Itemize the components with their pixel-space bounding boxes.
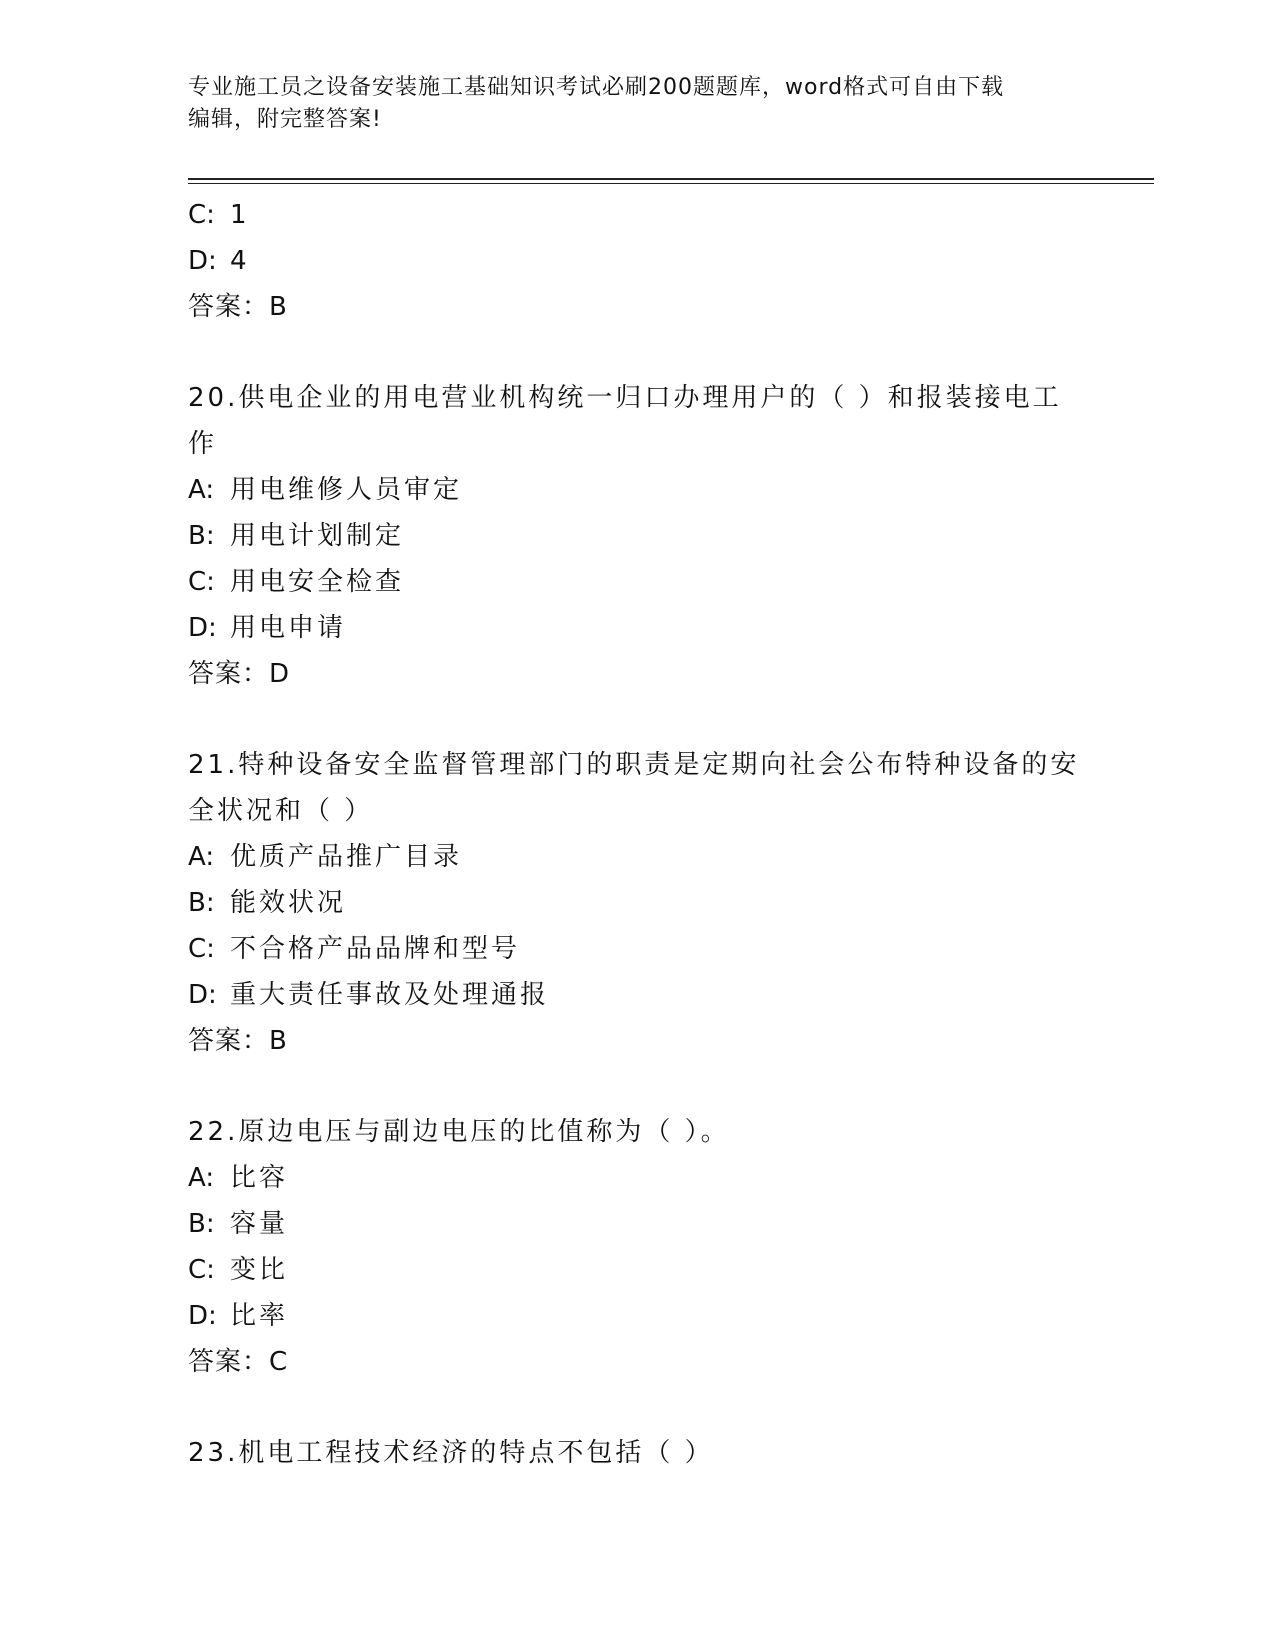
question-21 — [188, 742, 1088, 1064]
question-title: 23.机电工程技术经济的特点不包括（ ） — [188, 1438, 714, 1468]
question-22 — [188, 1109, 1088, 1385]
option-c: C: 1 — [188, 200, 250, 230]
header-divider-bottom — [188, 183, 1154, 184]
option-a: A: 优质产品推广目录 — [188, 842, 463, 872]
answer-line: 答案：B — [188, 1026, 288, 1056]
option-a: A: 用电维修人员审定 — [188, 475, 463, 505]
question-title: 20.供电企业的用电营业机构统一归口办理用户的（ ）和报装接电工 — [188, 383, 1062, 413]
header-line-2: 编辑，附完整答案! — [188, 107, 382, 132]
answer-line: 答案：B — [188, 292, 288, 322]
answer-line: 答案：C — [188, 1347, 289, 1377]
option-d: D: 用电申请 — [188, 613, 347, 643]
option-c: C: 变比 — [188, 1255, 289, 1285]
question-list — [188, 192, 1088, 1476]
option-d: D: 重大责任事故及处理通报 — [188, 980, 550, 1010]
question-23 — [188, 1430, 1088, 1476]
header-line-1: 专业施工员之设备安装施工基础知识考试必刷200题题库，word格式可自由下载 — [188, 75, 1005, 100]
option-d: D: 比率 — [188, 1301, 289, 1331]
option-c: C: 不合格产品品牌和型号 — [188, 934, 521, 964]
question-20 — [188, 375, 1088, 697]
option-b: B: 用电计划制定 — [188, 521, 405, 551]
header-divider-top — [188, 178, 1154, 180]
question-title: 22.原边电压与副边电压的比值称为（ ）。 — [188, 1117, 730, 1147]
question-title-cont: 作 — [188, 429, 218, 459]
question-title-cont: 全状况和（ ） — [188, 796, 374, 826]
option-d: D: 4 — [188, 246, 250, 276]
question-title: 21.特种设备安全监督管理部门的职责是定期向社会公布特种设备的安 — [188, 750, 1080, 780]
answer-line: 答案：D — [188, 659, 291, 689]
option-b: B: 能效状况 — [188, 888, 347, 918]
option-b: B: 容量 — [188, 1209, 289, 1239]
option-a: A: 比容 — [188, 1163, 289, 1193]
option-c: C: 用电安全检查 — [188, 567, 405, 597]
document-header — [188, 72, 1088, 136]
